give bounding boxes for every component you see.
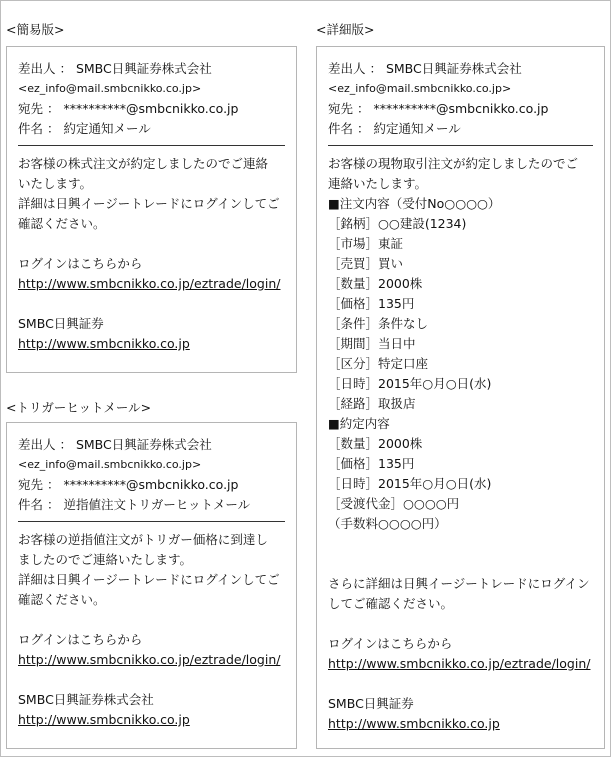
sender-email: <ez_info@mail.smbcnikko.co.jp> [18, 82, 202, 95]
company-link[interactable]: http://www.smbcnikko.co.jp [18, 712, 190, 727]
execution-item: ［数量］2000株 [328, 436, 423, 451]
recipient-line: 宛先 ： **********@smbcnikko.co.jp [18, 477, 239, 492]
company-link[interactable]: http://www.smbcnikko.co.jp [328, 716, 500, 731]
execution-item: ［価格］135円 [328, 456, 415, 471]
body-line: 確認ください。 [18, 592, 106, 607]
body-line: お客様の株式注文が約定しましたのでご連絡 [18, 156, 269, 171]
sender-line: 差出人 ： SMBC日興証券株式会社 [18, 61, 212, 76]
header-divider [18, 521, 285, 522]
login-link[interactable]: http://www.smbcnikko.co.jp/eztrade/login/ [18, 652, 281, 667]
order-item: ［数量］2000株 [328, 276, 423, 291]
body-line: 確認ください。 [18, 216, 106, 231]
recipient-line: 宛先 ： **********@smbcnikko.co.jp [18, 101, 239, 116]
header-divider [18, 145, 285, 146]
company-name: SMBC日興証券株式会社 [18, 692, 154, 707]
trigger-section-label: <トリガーヒットメール> [6, 400, 152, 415]
company-name: SMBC日興証券 [328, 696, 414, 711]
order-item: ［期間］当日中 [328, 336, 416, 351]
subject-line: 件名 ： 約定通知メール [18, 121, 151, 136]
login-link[interactable]: http://www.smbcnikko.co.jp/eztrade/login/ [18, 276, 281, 291]
outro-line: さらに詳細は日興イージートレードにログイン [328, 576, 590, 591]
intro-line: お客様の現物取引注文が約定しましたのでご [328, 156, 579, 171]
simple-email-card [6, 46, 297, 373]
detail-section-label: <詳細版> [316, 22, 375, 37]
company-link[interactable]: http://www.smbcnikko.co.jp [18, 336, 190, 351]
execution-item: （手数料○○○○円） [328, 516, 447, 531]
recipient-line: 宛先 ： **********@smbcnikko.co.jp [328, 101, 549, 116]
execution-heading: ■約定内容 [328, 416, 390, 431]
execution-item: ［日時］2015年○月○日(水) [328, 476, 492, 491]
order-item: ［銘柄］○○建設(1234) [328, 216, 467, 231]
simple-section-label: <簡易版> [6, 22, 65, 37]
outro-line: してご確認ください。 [328, 596, 454, 611]
body-line: 詳細は日興イージートレードにログインしてご [18, 572, 280, 587]
order-heading: ■注文内容（受付No○○○○） [328, 196, 501, 211]
header-divider [328, 145, 593, 146]
subject-line: 件名 ： 逆指値注文トリガーヒットメール [18, 497, 251, 512]
subject-line: 件名 ： 約定通知メール [328, 121, 461, 136]
execution-item: ［受渡代金］○○○○円 [328, 496, 460, 511]
intro-line: 連絡いたします。 [328, 176, 428, 191]
login-link[interactable]: http://www.smbcnikko.co.jp/eztrade/login/ [328, 656, 591, 671]
sender-line: 差出人 ： SMBC日興証券株式会社 [18, 437, 212, 452]
detail-email-card [316, 46, 605, 749]
order-item: ［区分］特定口座 [328, 356, 429, 371]
body-line: いたします。 [18, 176, 93, 191]
order-item: ［価格］135円 [328, 296, 415, 311]
sender-email: <ez_info@mail.smbcnikko.co.jp> [18, 458, 202, 471]
company-name: SMBC日興証券 [18, 316, 104, 331]
body-line: 詳細は日興イージートレードにログインしてご [18, 196, 280, 211]
sender-email: <ez_info@mail.smbcnikko.co.jp> [328, 82, 512, 95]
login-text: ログインはこちらから [328, 636, 453, 651]
order-item: ［売買］買い [328, 256, 404, 271]
sender-line: 差出人 ： SMBC日興証券株式会社 [328, 61, 522, 76]
login-text: ログインはこちらから [18, 632, 143, 647]
order-item: ［市場］東証 [328, 236, 404, 251]
body-line: ましたのでご連絡いたします。 [18, 552, 193, 567]
order-item: ［経路］取扱店 [328, 396, 416, 411]
trigger-email-card [6, 422, 297, 749]
order-item: ［条件］条件なし [328, 316, 429, 331]
order-item: ［日時］2015年○月○日(水) [328, 376, 492, 391]
login-text: ログインはこちらから [18, 256, 143, 271]
body-line: お客様の逆指値注文がトリガー価格に到達し [18, 532, 268, 547]
